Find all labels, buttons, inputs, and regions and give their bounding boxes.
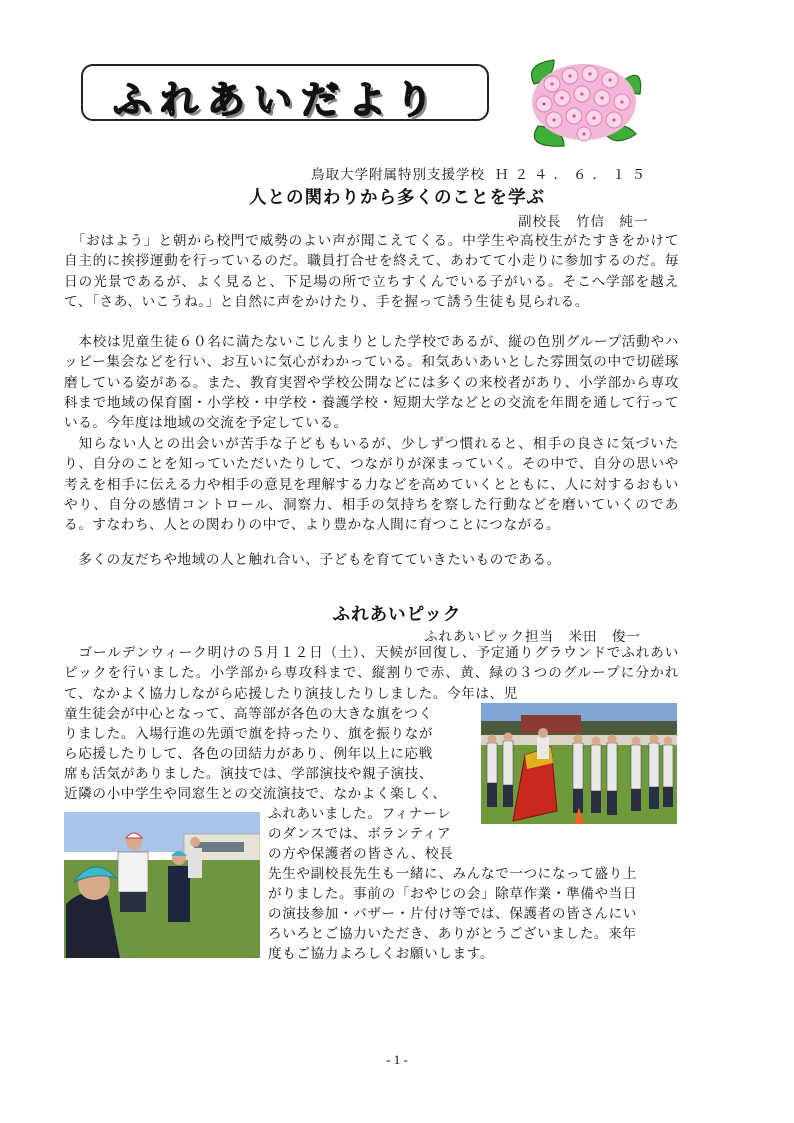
article2-line: 度もご協力よろしくお願いします。: [268, 946, 495, 962]
newsletter-title: ふれあいだより: [113, 78, 443, 122]
flag-parade-photo: [481, 703, 677, 824]
article1-author: 副校長 竹信 純一: [518, 214, 649, 230]
page-number: - 1 -: [386, 1052, 408, 1067]
issue-date: Ｈ２４．６．１５: [495, 167, 651, 183]
article1-paragraph-1: 「おはよう」と朝から校門で威勢のよい声が聞こえてくる。中学生や高校生がたすきをかけて自主的に挨拶運動を行っているのだ。職員打合せを終えて、あわてて小走りに参加するのだ。毎日の光景であるが、よく見ると、下足場の所で立ちすくんでいる子がいる。そこへ学部を越えて、「さあ、いこうね。」と自然に声をかけたり、手を握って誘う生徒も見られる。: [64, 233, 679, 310]
article2-line: の演技参加・バザー・片付け等では、保護者の皆さんにい: [268, 906, 638, 922]
article2-line: 童生徒会が中心となって、高等部が各色の大きな旗をつく: [64, 706, 433, 722]
article2-line: ふれあいました。フィナーレ: [268, 806, 452, 822]
article2-line: の方や保護者の皆さん、校長: [268, 846, 454, 862]
school-name: 鳥取大学附属特別支援学校: [311, 167, 485, 183]
article2-heading: ふれあいピック: [332, 605, 462, 625]
article2-line: りました。入場行進の先頭で旗を持ったり、旗を振りなが: [64, 726, 434, 742]
hydrangea-illustration: [524, 54, 644, 150]
children-caps-photo: [64, 812, 260, 958]
article2-line: ろいろとご協力いただき、ありがとうございました。来年: [268, 926, 637, 942]
title-banner: [81, 64, 489, 121]
article2-intro: ゴールデンウィーク明けの５月１２日（土）、天候が回復し、予定通りグラウンドでふれあいピックを行いました。小学部から専攻科まで、縦割りで赤、黄、緑の３つのグループに分かれて、なかよく協力しながら応援したり演技したりしました。今年は、児: [64, 645, 679, 702]
article2-line: 先生や副校長先生も一緒に、みんなで一つになって盛り上: [268, 866, 638, 882]
article2-line: がりました。事前の「おやじの会」除草作業・準備や当日: [268, 886, 638, 902]
article1-paragraph-3: 知らない人との出会いが苦手な子どももいるが、少しずつ慣れると、相手の良さに気づいたり、自分のことを知っていただいたりして、つながりが深まっていく。その中で、自分の思いや考えを相手に伝える力や相手の意見を理解する力などを高めていくとともに、人に対するおもいやり、自分の感情コントロール、洞察力、相手の気持ちを察した行動などを磨いていくのである。すなわち、人との関わりの中で、より豊かな人間に育つことにつながる。: [64, 436, 679, 534]
article2-line: ら応援したりして、各色の団結力があり、例年以上に応戦: [64, 746, 433, 762]
article2-line: のダンスでは、ボランティア: [268, 826, 452, 842]
article2-line: 席も活気がありました。演技では、学部演技や親子演技、: [64, 766, 434, 782]
article1-paragraph-2: 本校は児童生徒６０名に満たないこじんまりとした学校であるが、縦の色別グループ活動やハッピー集会などを行い、お互いに気心がわかっている。和気あいあいとした雰囲気の中で切磋琢磨している姿がある。また、教育実習や学校公開などには多くの来校者があり、小学部から専攻科まで地域の保育園・小学校・中学校・養護学校・短期大学などとの交流を年間を通して行っている。今年度は地域の交流を予定している。: [64, 334, 679, 432]
issuer-line: [311, 163, 651, 183]
article1-heading: 人との関わりから多くのことを学ぶ: [249, 188, 545, 208]
article2-author: ふれあいピック担当 米田 俊一: [424, 629, 641, 645]
article2-line: 近隣の小中学生や同窓生との交流演技で、なかよく楽しく、: [64, 786, 447, 802]
article1-paragraph-4: 多くの友だちや地域の人と触れ合い、子どもを育てていきたいものである。: [64, 552, 561, 568]
